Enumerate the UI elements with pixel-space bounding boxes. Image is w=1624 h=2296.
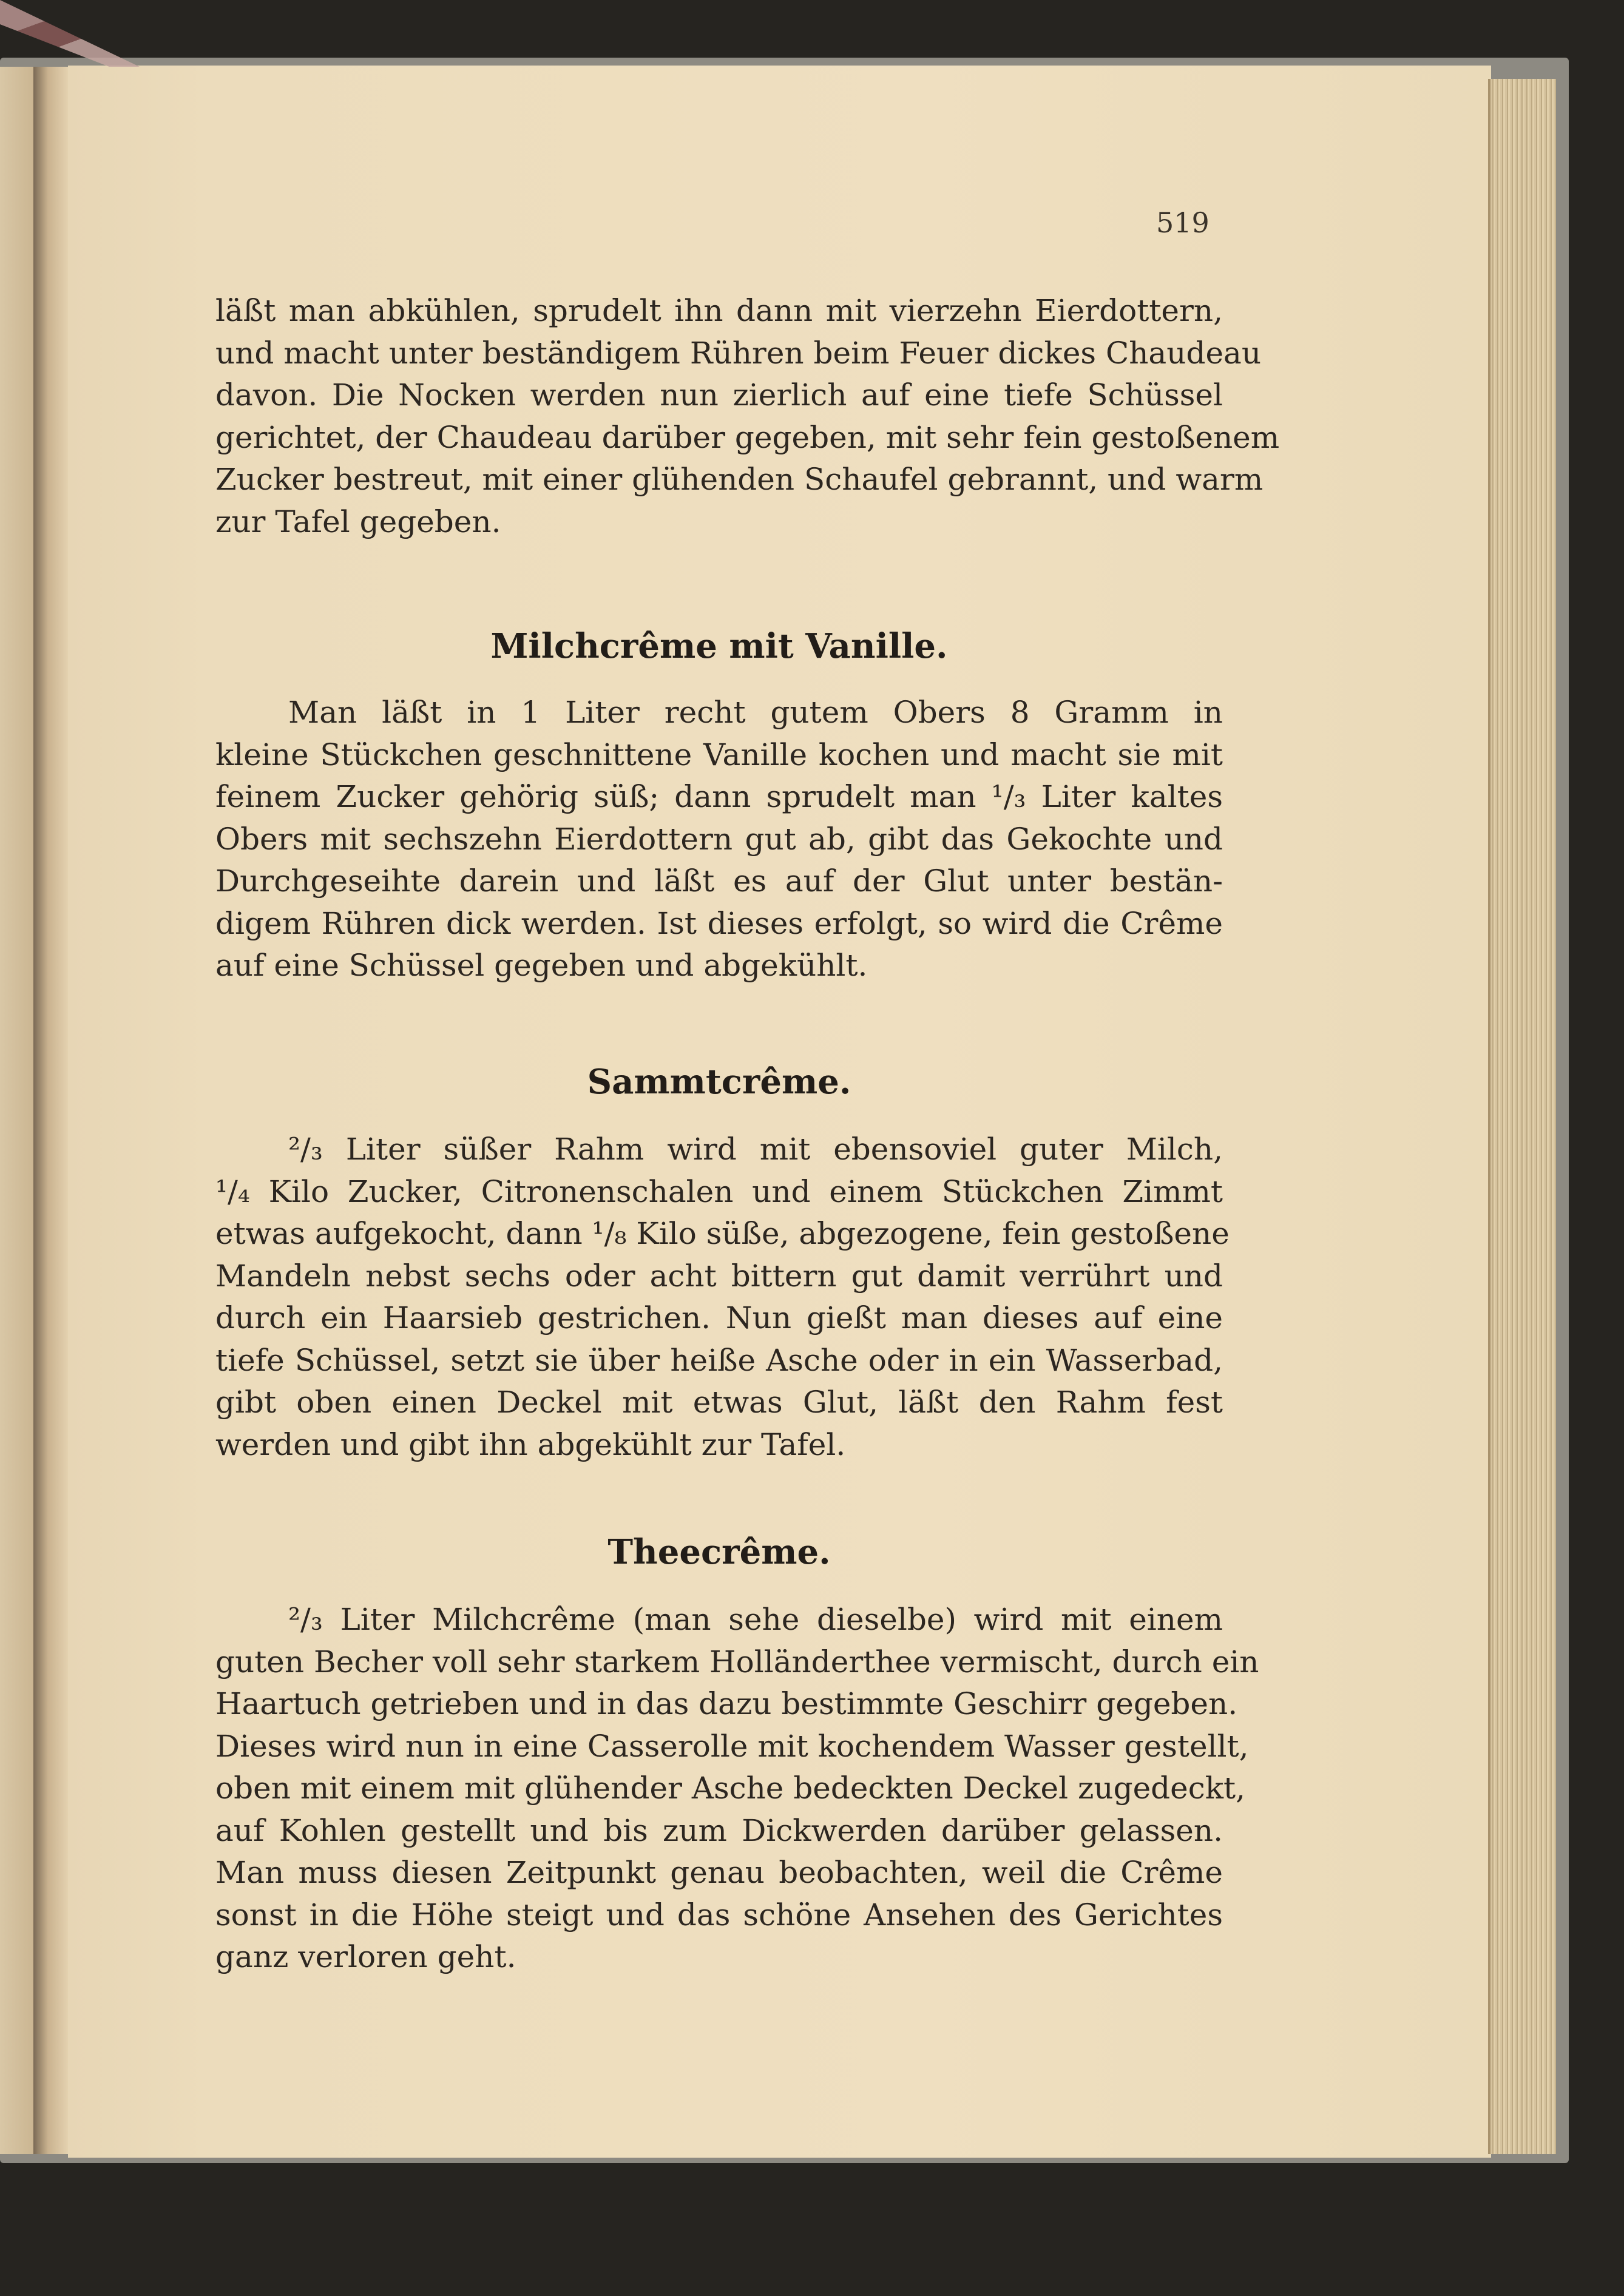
section-body xyxy=(215,1129,1230,1466)
text-line: davon. Die Nocken werden nun zierlich auf eine tiefe Schüssel xyxy=(215,377,1223,413)
text-line: feinem Zucker gehörig süß; dann sprudelt man ¹/₃ Liter kaltes xyxy=(215,779,1223,814)
text-line: etwas aufgekocht, dann ¹/₈ Kilo süße, abgezogene, fein gestoßene xyxy=(215,1216,1230,1251)
text-line: durch ein Haarsieb gestrichen. Nun gießt man dieses auf eine xyxy=(215,1300,1223,1335)
section-heading: Milchcrême mit Vanille. xyxy=(490,626,948,666)
text-line: und macht unter beständigem Rühren beim Feuer dickes Chaudeau xyxy=(215,335,1262,371)
text-line: ¹/₄ Kilo Zucker, Citronenschalen und einem Stückchen Zimmt xyxy=(215,1173,1223,1209)
text-line: gerichtet, der Chaudeau darüber gegeben, mit sehr fein gestoßenem xyxy=(215,419,1280,455)
section-heading: Theecrême. xyxy=(607,1532,831,1572)
text-line: auf eine Schüssel gegeben und abgekühlt. xyxy=(215,948,868,983)
text-line: Man läßt in 1 Liter recht gutem Obers 8 Gramm in xyxy=(288,695,1223,730)
text-line: oben mit einem mit glühender Asche bedeckten Deckel zugedeckt, xyxy=(215,1771,1246,1806)
section-body xyxy=(215,692,1223,987)
text-line: zur Tafel gegeben. xyxy=(215,504,501,539)
text-line: gibt oben einen Deckel mit etwas Glut, läßt den Rahm fest xyxy=(215,1385,1223,1420)
text-line: ²/₃ Liter süßer Rahm wird mit ebensoviel guter Milch, xyxy=(288,1132,1223,1167)
text-line: digem Rühren dick werden. Ist dieses erfolgt, so wird die Crême xyxy=(215,905,1223,941)
page-edges xyxy=(1488,79,1556,2154)
text-line: Dieses wird nun in eine Casserolle mit kochendem Wasser gestellt, xyxy=(215,1728,1249,1764)
text-line: sonst in die Höhe steigt und das schöne Ansehen des Gerichtes xyxy=(215,1897,1223,1933)
text-line: ²/₃ Liter Milchcrême (man sehe dieselbe) wird mit einem xyxy=(288,1602,1223,1637)
text-line: Mandeln nebst sechs oder acht bittern gut damit verrührt und xyxy=(215,1258,1223,1294)
text-line: ganz verloren geht. xyxy=(215,1939,516,1974)
page-number: 519 xyxy=(1156,206,1210,239)
text-line: Durchgeseihte darein und läßt es auf der Glut unter bestän- xyxy=(215,863,1223,899)
book-gutter xyxy=(33,67,70,2154)
bookmark-ribbon xyxy=(0,0,158,67)
left-page-edge xyxy=(0,67,33,2154)
text-line: Obers mit sechszehn Eierdottern gut ab, gibt das Gekochte und xyxy=(215,821,1223,857)
text-line: Zucker bestreut, mit einer glühenden Schaufel gebrannt, und warm xyxy=(215,462,1264,497)
text-line: auf Kohlen gestellt und bis zum Dickwerden darüber gelassen. xyxy=(215,1812,1223,1848)
section-heading: Sammtcrême. xyxy=(587,1062,851,1102)
text-line: tiefe Schüssel, setzt sie über heiße Asche oder in ein Wasserbad, xyxy=(215,1342,1223,1378)
section-body xyxy=(215,1599,1259,1979)
text-line: läßt man abkühlen, sprudelt ihn dann mit vierzehn Eierdottern, xyxy=(215,293,1223,328)
text-line: Haartuch getrieben und in das dazu bestimmte Geschirr gegeben. xyxy=(215,1686,1238,1721)
text-line: Man muss diesen Zeitpunkt genau beobachten, weil die Crême xyxy=(215,1855,1223,1890)
text-line: kleine Stückchen geschnittene Vanille kochen und macht sie mit xyxy=(215,737,1223,772)
text-line: guten Becher voll sehr starkem Holländerthee vermischt, durch ein xyxy=(215,1644,1259,1680)
text-line: werden und gibt ihn abgekühlt zur Tafel. xyxy=(215,1427,846,1462)
continuation-paragraph xyxy=(215,290,1280,543)
